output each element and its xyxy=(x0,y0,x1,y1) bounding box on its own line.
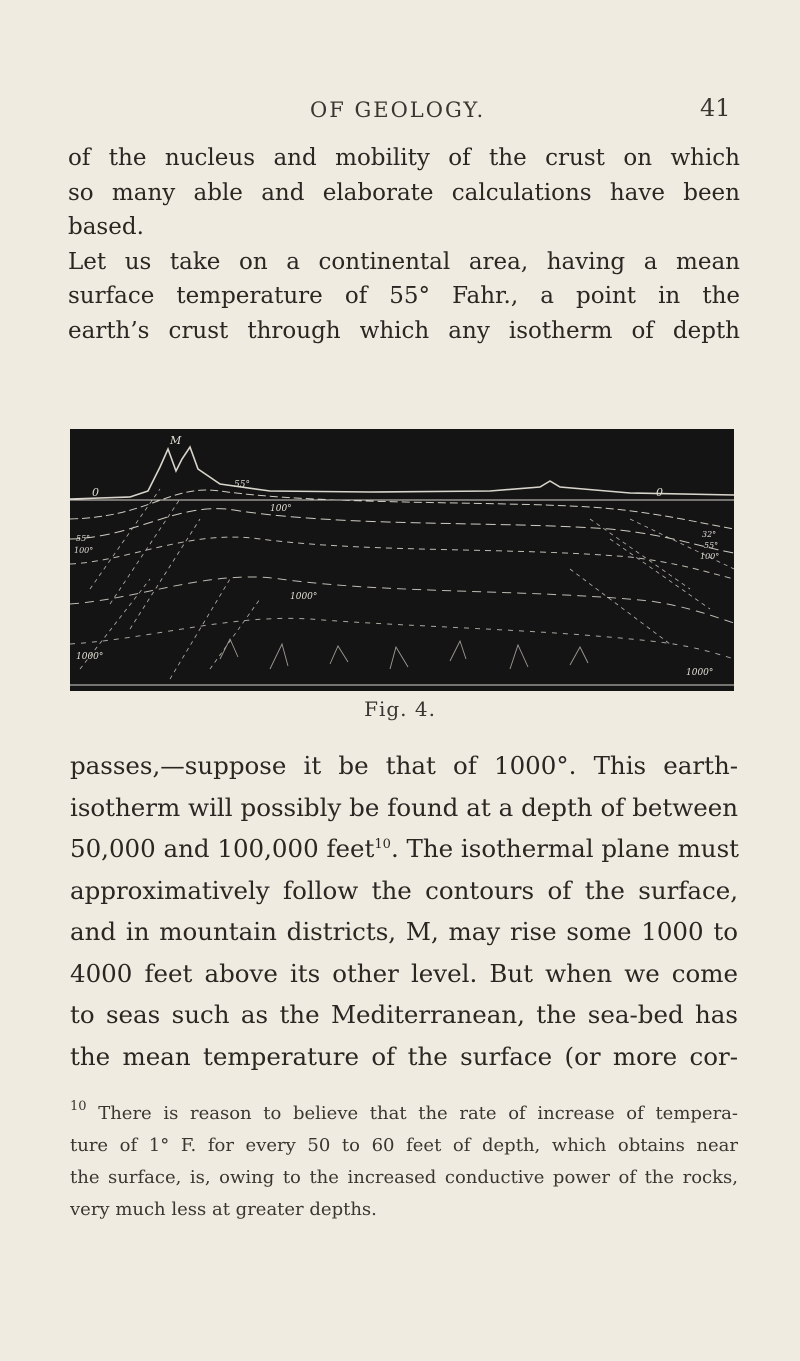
text-line: of the nucleus and mobility of the crust on which xyxy=(68,145,740,171)
label-mountain: M xyxy=(170,434,182,447)
text-line xyxy=(70,828,738,870)
isotherm-diagram xyxy=(70,429,734,691)
text-line: so many able and elaborate calculations have been xyxy=(68,179,740,206)
footnote-line: the surface, is, owing to the increased conductive power of the rocks, xyxy=(70,1167,738,1188)
footnote-line: ture of 1° F. for every 50 to 60 feet of depth, which obtains near xyxy=(70,1135,738,1156)
label-55: 55° xyxy=(234,480,250,490)
label-100: 100° xyxy=(270,504,292,514)
label-1000: 1000° xyxy=(290,592,318,602)
label-left-55: 55° xyxy=(76,534,91,543)
text-line: Let us take on a continental area, having a mean xyxy=(68,248,740,275)
text-fragment: 50,000 and 100,000 feet xyxy=(70,834,375,863)
label-zero-right: 0 xyxy=(656,486,663,499)
page-number: 41 xyxy=(700,94,731,122)
text-line: earth’s crust through which any isotherm of depth xyxy=(68,317,740,344)
label-right-1000: 1000° xyxy=(686,668,714,678)
label-right-32: 32° xyxy=(702,530,717,539)
text-line: surface temperature of 55° Fahr., a point in the xyxy=(68,283,740,309)
text-line: and in mountain districts, M, may rise some 1000 to xyxy=(70,917,738,946)
text-line: 4000 feet above its other level. But when we come xyxy=(70,958,738,988)
figure-caption: Fig. 4. xyxy=(364,697,436,721)
text-line: the mean temperature of the surface (or more cor- xyxy=(70,1041,738,1071)
footnote-line xyxy=(70,1098,738,1130)
diagram-background xyxy=(70,429,734,691)
footnote-line: very much less at greater depths. xyxy=(70,1199,377,1220)
text-line: approximatively follow the contours of the surface, xyxy=(70,875,738,905)
label-zero-left: 0 xyxy=(92,486,99,499)
footnote-number: 10 xyxy=(70,1099,87,1114)
text-line: passes,—suppose it be that of 1000°. This earth- xyxy=(70,751,738,780)
paragraph-2 xyxy=(70,745,738,1077)
footnote xyxy=(70,1098,738,1226)
text-line: based. xyxy=(68,214,144,240)
text-fragment: . The isothermal plane must xyxy=(390,834,739,863)
text-line: isotherm will possibly be found at a depth of between xyxy=(70,792,738,822)
figure-isotherm-section xyxy=(70,429,734,691)
label-left-1000: 1000° xyxy=(76,652,104,662)
running-title: OF GEOLOGY. xyxy=(310,98,486,122)
label-right-100: 100° xyxy=(700,552,720,561)
label-left-100: 100° xyxy=(74,546,94,555)
text-fragment: There is reason to believe that the rate of increase of tempera- xyxy=(98,1103,738,1124)
running-head xyxy=(0,92,800,132)
label-right-55: 55° xyxy=(704,541,719,550)
paragraph-1 xyxy=(68,141,740,348)
text-line: to seas such as the Mediterranean, the sea-bed has xyxy=(70,1000,738,1029)
footnote-reference: 10 xyxy=(374,837,391,852)
